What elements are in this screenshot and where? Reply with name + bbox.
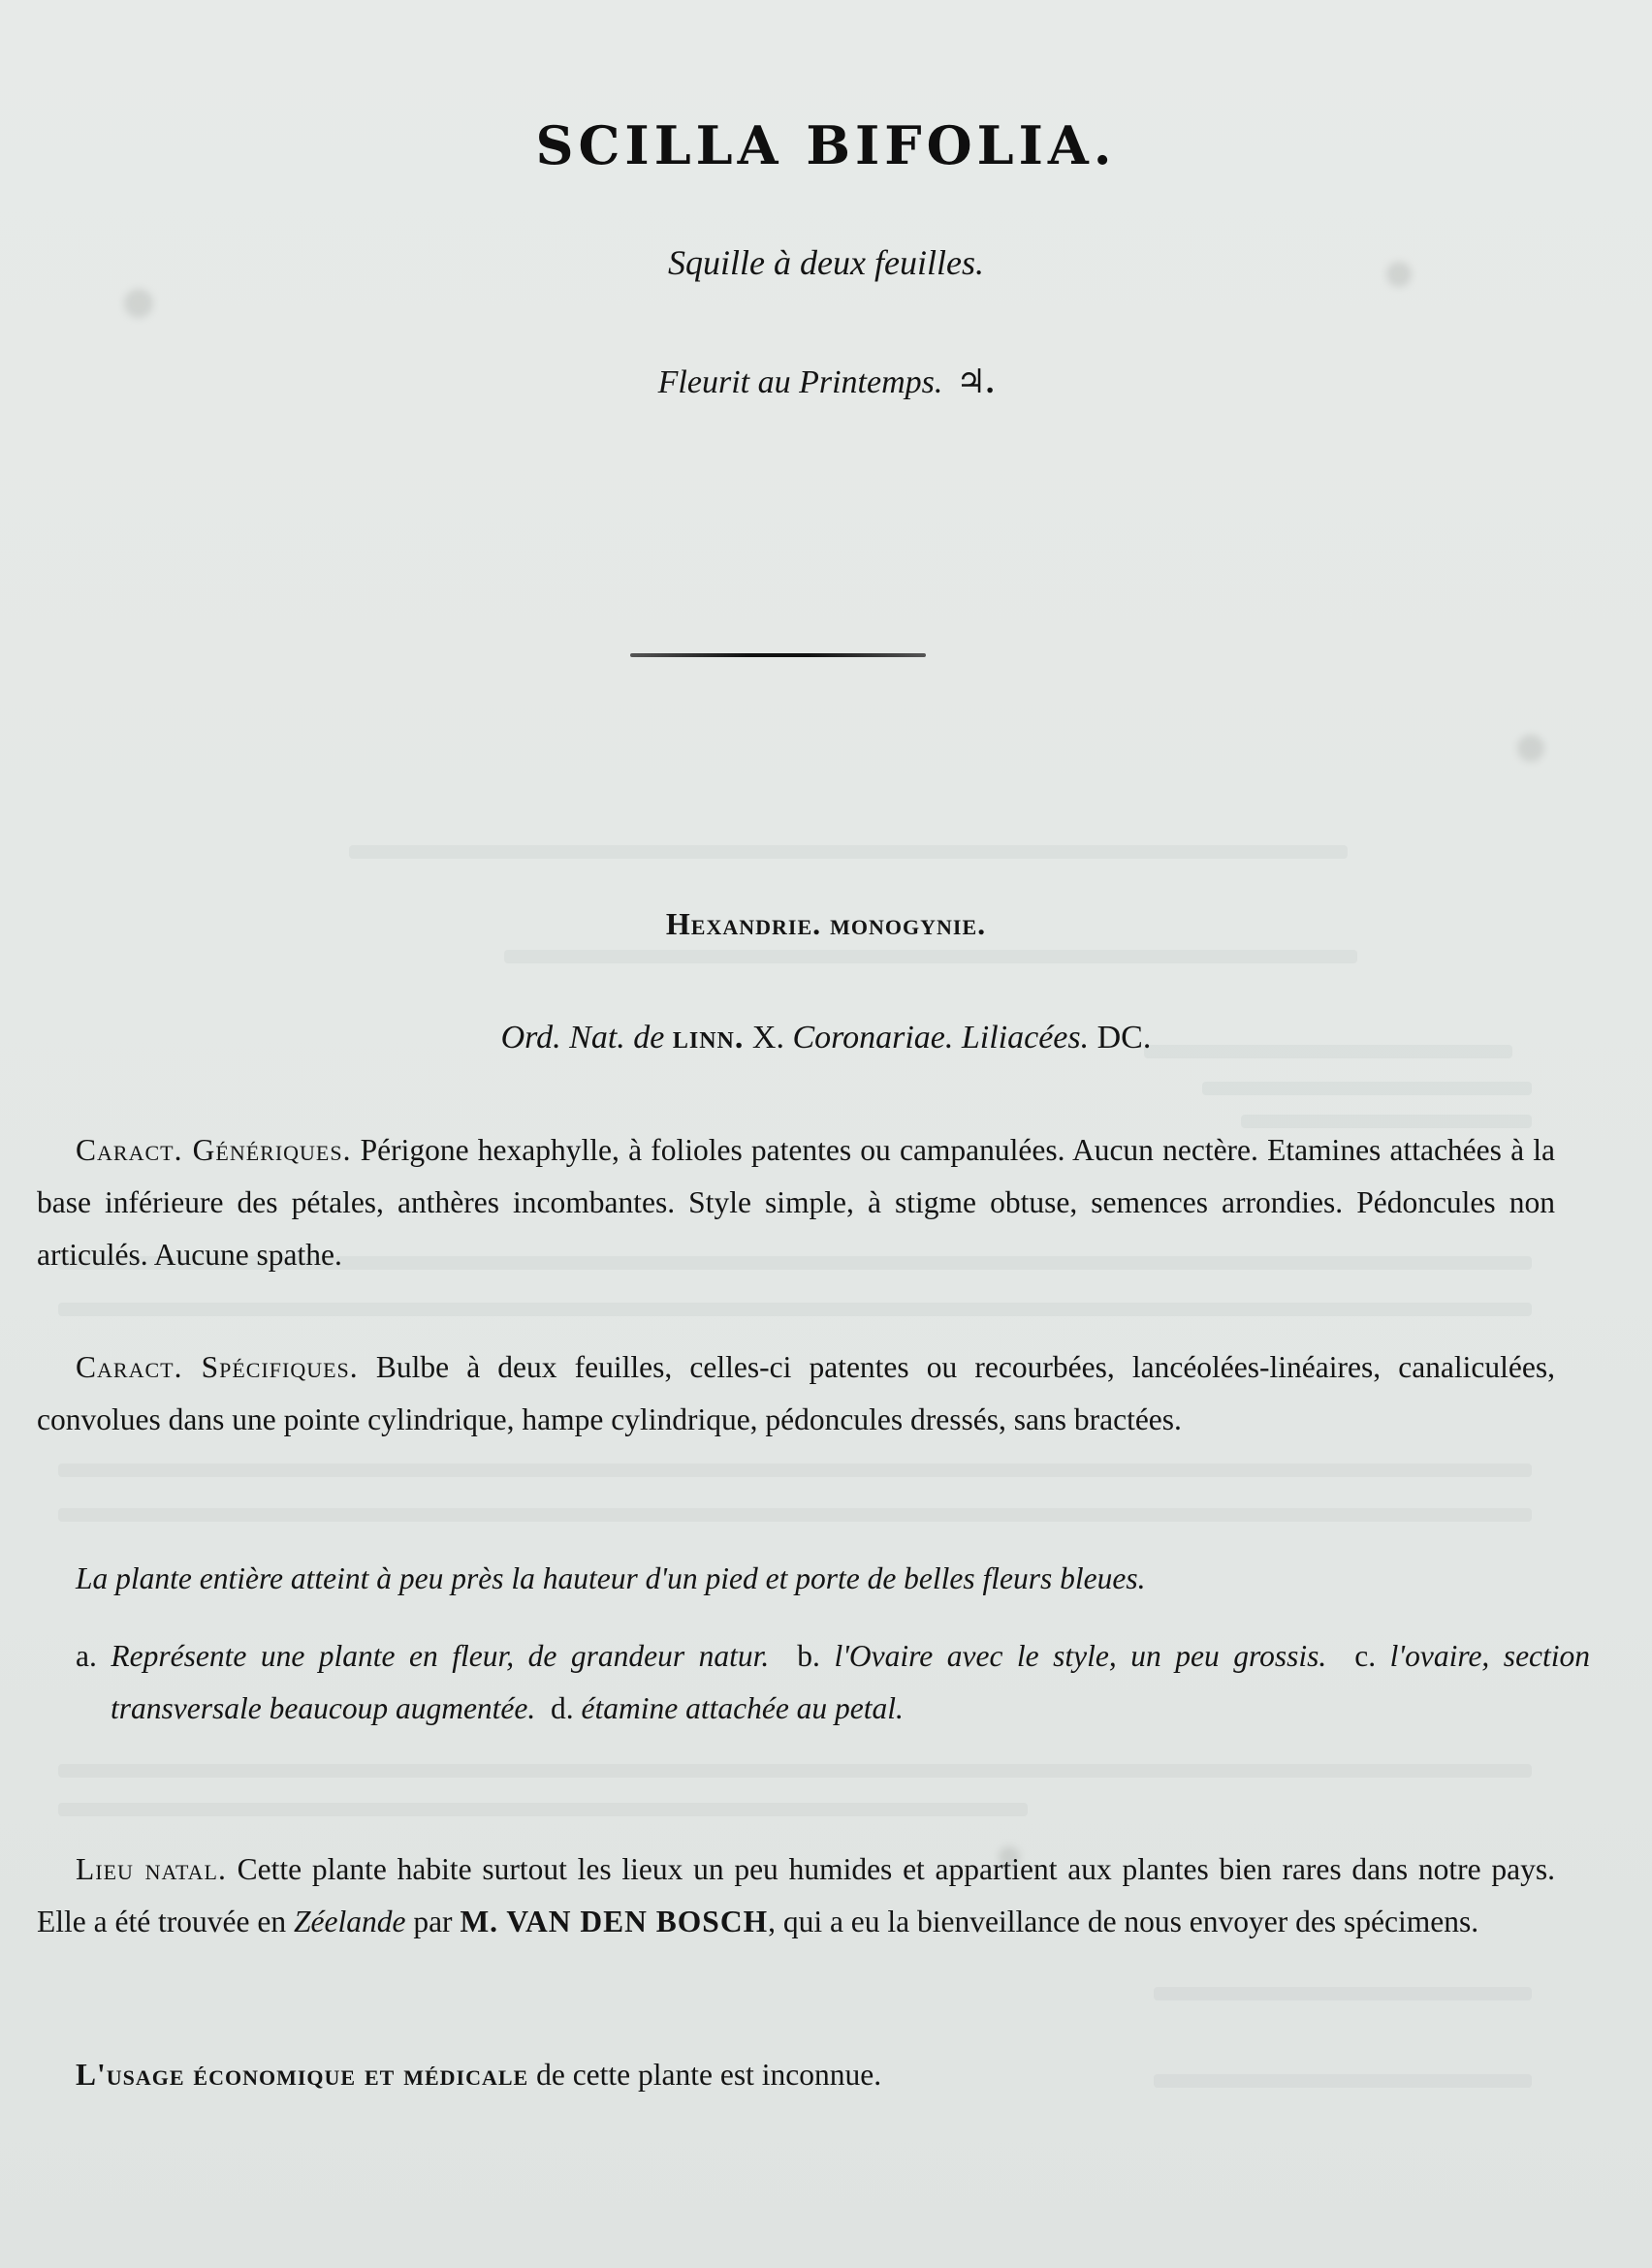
usage-text: de cette plante est inconnue. <box>536 2058 882 2092</box>
order-author: linn. <box>672 1020 745 1055</box>
habit-description: La plante entière atteint à peu près la hauteur d'un pied et porte de belles fleurs bleues. <box>76 1561 1146 1595</box>
habitat-paragraph <box>37 1843 1555 1948</box>
divider-rule <box>630 653 926 657</box>
specific-characters <box>37 1341 1555 1446</box>
figure-legend <box>76 1630 1590 1735</box>
habitat-place: Zéelande <box>293 1905 406 1938</box>
common-name: Squille à deux feuilles. <box>668 243 984 282</box>
flowering-text: Fleurit au Printemps. <box>657 364 943 400</box>
usage-heading: L'usage économique et médicale <box>76 2058 529 2092</box>
order-name: Coronariae. Liliacées. <box>792 1020 1090 1055</box>
flowering-season <box>0 362 1652 401</box>
habitat-text: Cette plante habite surtout les lieux un peu humides et appartient aux plantes bien rares dans notre pays. Elle a été trouvée en <box>37 1852 1556 1938</box>
habitat-text-end: , qui a eu la bienveillance de nous envoyer des spécimens. <box>768 1905 1479 1938</box>
figure-a-label: a. <box>76 1639 97 1673</box>
habitat-heading: Lieu natal. <box>76 1852 227 1886</box>
figure-d-text: étamine attachée au petal. <box>581 1691 904 1725</box>
figure-b-text: l'Ovaire avec le style, un peu grossis. <box>834 1639 1327 1673</box>
usage-paragraph <box>37 2049 1555 2101</box>
generic-text: Périgone hexaphylle, à folioles patentes ou campanulées. Aucun nectère. Etamines attachées à la base inférieure des pétales, anthères incombantes. Style simple, à stigme obtuse, semences arrondies. Pédoncules non articulés. Aucune spathe. <box>37 1133 1555 1272</box>
figure-c-label: c. <box>1354 1639 1377 1673</box>
specific-text: Bulbe à deux feuilles, celles-ci patentes ou recourbées, lancéolées-linéaires, canaliculées, convolues dans une pointe cylindrique, hampe cylindrique, pédoncules dressés, sans bractées. <box>37 1350 1556 1436</box>
perennial-symbol: ♃. <box>956 364 995 400</box>
figure-a-text: Représente une plante en fleur, de grandeur natur. <box>111 1639 770 1673</box>
specific-heading: Caract. Spécifiques. <box>76 1350 359 1384</box>
order-prefix: Ord. Nat. de <box>500 1020 665 1055</box>
page-title: SCILLA BIFOLIA. <box>535 114 1117 176</box>
figure-c-text: l'ovaire, section transversale beaucoup augmentée. <box>111 1639 1591 1725</box>
generic-heading: Caract. Génériques. <box>76 1133 352 1167</box>
generic-characters <box>37 1124 1555 1281</box>
figure-b-label: b. <box>797 1639 820 1673</box>
figure-d-label: d. <box>551 1691 574 1725</box>
order-suffix: DC. <box>1096 1020 1152 1055</box>
habitat-par: par <box>413 1905 453 1938</box>
natural-order <box>0 1020 1652 1056</box>
order-number: X. <box>751 1020 784 1055</box>
habitat-person: M. VAN DEN BOSCH <box>460 1905 769 1938</box>
linnaean-class: Hexandrie. monogynie. <box>665 906 987 941</box>
